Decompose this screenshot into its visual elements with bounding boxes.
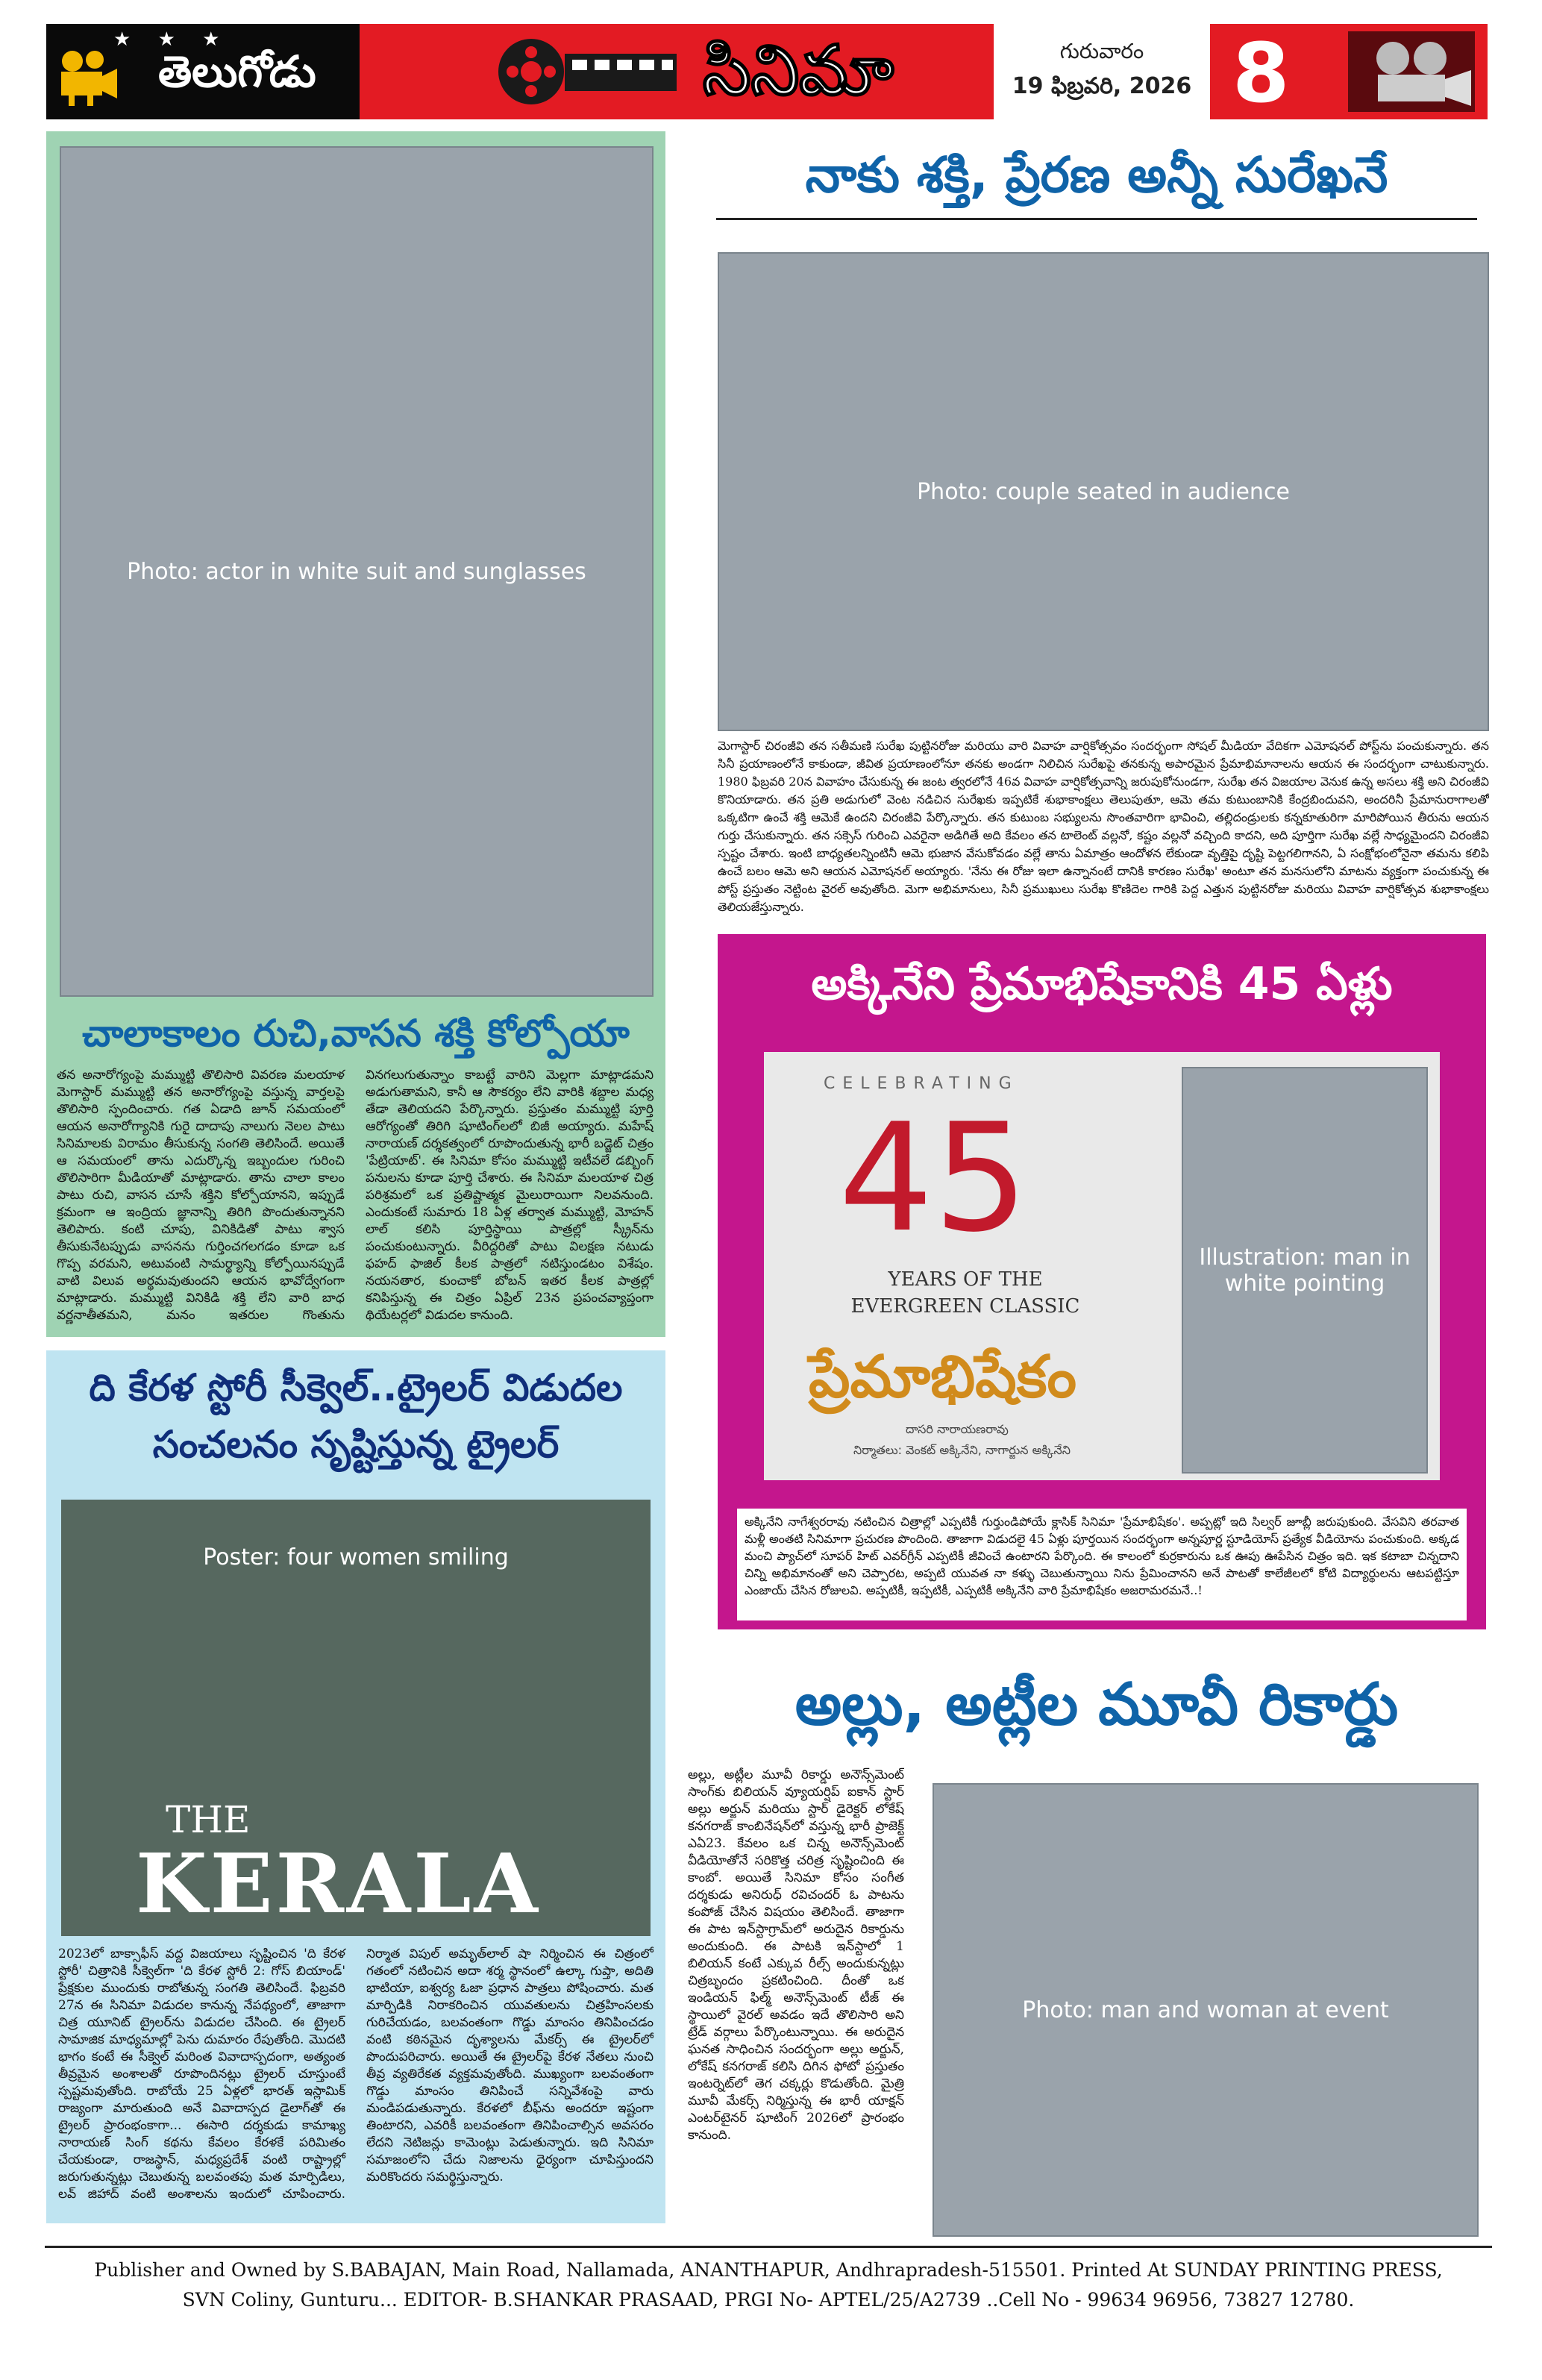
section-title: సినిమా: [703, 30, 894, 110]
anr-illustration: Illustration: man in white pointing: [1182, 1067, 1428, 1474]
kerala-headline-line2: సంచలనం సృష్టిస్తున్న ట్రైలర్: [152, 1423, 560, 1466]
poster-title-large: KERALA: [136, 1835, 541, 1932]
poster-years-line1: YEARS OF THE: [888, 1268, 1043, 1291]
story-anr-panel: [718, 934, 1486, 1629]
story-kerala-panel: [46, 1350, 665, 2223]
issue-date: 19 ఫిబ్రవరి, 2026: [1012, 73, 1192, 99]
poster-movie-title: ప్రేమాభిషేకం: [809, 1343, 1077, 1411]
movie-camera-icon: [54, 46, 121, 106]
mammootty-article-body: తన అనారోగ్యంపై మమ్ముట్టి తొలిసారి వివరణ మలయాళ మెగాస్టార్ మమ్ముట్టి తన అనారోగ్యంపై వస్తున్న వార్తలపై తొలిసారి స్పందించారు. గత ఏడాది జూన్ సమయంలో ఆయన అనారోగ్యానికి గురై దాదాపు నాలుగు నెలల పాటు సినిమాలకు విరామం తీసుకున్న సంగతి తెలిసిందే. అయితే ఆ సమయంలో తాను ఎదుర్కొన్న ఇబ్బందుల గురించి తొలిసారిగా మీడియాతో మాట్లాడారు. తాను చాలా కాలం పాటు రుచి, వాసన చూసే శక్తిని కోల్పోయానని, ఇప్పుడే క్రమంగా ఆ ఇంద్రియ జ్ఞానాన్ని తిరిగి పొందుతున్నానని తెలిపారు. కంటి చూపు, వినికిడితో పాటు శ్వాస తీసుకునేటప్పుడు వాసనను గుర్తించగలగడం కూడా ఒక గొప్ప వరమని, అటువంటి సామర్థ్యాన్ని కోల్పోయినప్పుడే వాటి విలువ అర్థమవుతుందని ఆయన భావోద్వేగంగా మాట్లాడారు. మమ్ముట్టి వినికిడి శక్తి లేని వారి బాధ వర్ణనాతీతమని, మనం ఇతరుల గొంతును వినగలుగుతున్నాం కాబట్టే వారిని మెల్లగా మాట్లాడమని అడుగుతామని, కానీ ఆ సౌకర్యం లేని వారికి శబ్దాల మధ్య తేడా తెలియదని పేర్కొన్నారు. ప్రస్తుతం మమ్ముట్టి పూర్తి ఆరోగ్యంతో తిరిగి షూటింగ్‌లలో బిజీ అయ్యారు. మహేష్ నారాయణ్ దర్శకత్వంలో రూపొందుతున్న భారీ బడ్జెట్ చిత్రం 'పేట్రియాట్'. ఈ సినిమా కోసం మమ్ముట్టి ఇటీవలే డబ్బింగ్ పనులను కూడా పూర్తి చేశారు. ఈ సినిమా మలయాళ చిత్ర పరిశ్రమలో ఒక ప్రతిష్టాత్మక మైలురాయిగా నిలవనుంది. ఎందుకంటే సుమారు 18 ఏళ్ల తర్వాత మమ్ముట్టి, మోహన్ లాల్ కలిసి పూర్తిస్థాయి పాత్రల్లో స్క్రీన్‌ను పంచుకుంటున్నారు. వీరిద్దరితో పాటు విలక్షణ నటుడు ఫహద్ ఫాజిల్ కీలక పాత్రలో నటిస్తుండటం విశేషం. నయనతార, కుంచాకో బోబన్ ఇతర కీలక పాత్రల్లో కనిపిస్తున్న ఈ చిత్రం ఏప్రిల్ 23న ప్రపంచవ్యాప్తంగా థియేటర్లలో విడుదల కానుంది.: [57, 1068, 654, 1323]
poster-credit1: దాసరి నారాయణరావు: [906, 1422, 1009, 1436]
kerala-article-body: 2023లో బాక్సాఫీస్ వద్ద విజయాలు సృష్టించిన 'ది కేరళ స్టోరీ' చిత్రానికి సీక్వెల్‌గా 'ది కేరళ స్టోరీ 2: గోస్ బియాండ్' ప్రేక్షకుల ముందుకు రాబోతున్న సంగతి తెలిసిందే. ఫిబ్రవరి 27న ఈ సినిమా విడుదల కానున్న నేపథ్యంలో, తాజాగా చిత్ర యూనిట్ ట్రైలర్‌ను విడుదల చేసింది. ఈ ట్రైలర్ సామాజిక మాధ్యమాల్లో పెను దుమారం రేపుతోంది. మొదటి భాగం కంటే ఈ సీక్వెల్ మరింత వివాదాస్పదంగా, అత్యంత తీవ్రమైన అంశాలతో రూపొందినట్లు ట్రైలర్ చూస్తుంటే స్పష్టమవుతోంది. రాబోయే 25 ఏళ్లలో భారత్ ఇస్లామిక్ రాజ్యంగా మారుతుంది అనే వివాదాస్పద డైలాగ్‌తో ఈ ట్రైలర్ ప్రారంభంకాగా... ఈసారి దర్శకుడు కామాఖ్య నారాయణ్ సింగ్ కథను కేవలం కేరళకే పరిమితం చేయకుండా, రాజస్థాన్, మధ్యప్రదేశ్ వంటి రాష్ట్రాల్లో జరుగుతున్నట్లు చెబుతున్న బలవంతపు మత మార్పిడిలు, లవ్ జిహాద్ వంటి అంశాలను ఇందులో చూపించారు. నిర్మాత విపుల్ అమృత్‌లాల్ షా నిర్మించిన ఈ చిత్రంలో గతంలో నటించిన అదా శర్మ స్థానంలో ఉల్కా గుప్తా, అదితి భాటియా, ఐశ్వర్య ఓజా ప్రధాన పాత్రలు పోషించారు. మత మార్పిడికి నిరాకరించిన యువతులను చిత్రహింసలకు గురిచేయడం, బలవంతంగా గొడ్డు మాంసం తినిపించడం వంటి కఠినమైన దృశ్యాలను మేకర్స్ ఈ ట్రైలర్‌లో పొందుపరిచారు. అయితే ఈ ట్రైలర్‌పై కేరళ నేతలు నుంచి తీవ్ర వ్యతిరేకత వ్యక్తమవుతోంది. ముఖ్యంగా బలవంతంగా గొడ్డు మాంసం తినిపించే సన్నివేశంపై వారు మండిపడుతున్నారు. కేరళలో బీఫ్‌ను అందరూ ఇష్టంగా తింటారని, ఎవరికీ బలవంతంగా తినిపించాల్సిన అవసరం లేదని నెటిజన్లు కామెంట్లు పెడుతున్నారు. ఇది సినిమా సమాజంలోని చేదు నిజాలను ధైర్యంగా చూపిస్తుందని మరికొందరు సమర్థిస్తున్నారు.: [58, 1947, 654, 2202]
kerala-poster: [61, 1500, 651, 1936]
anr-headline: అక్కినేని ప్రేమాభిషేకానికి 45 ఏళ్లు: [811, 958, 1393, 1010]
allu-photo: Photo: man and woman at event: [933, 1783, 1479, 2237]
brand-name: తెలుగోడు: [158, 46, 316, 97]
story-mammootty-panel: [46, 131, 665, 1337]
poster-years-line2: EVERGREEN CLASSIC: [850, 1295, 1080, 1318]
allu-article-body: అల్లు, అట్లీల మూవీ రికార్డు అనౌన్స్‌మెంట్ సాంగ్‌కు బిలియన్ వ్యూయర్షిప్ ఐకాన్ స్టార్ అల్లు అర్జున్ మరియు స్టార్ డైరెక్టర్ లోకేష్ కనగరాజ్ కాంబినేషన్‌లో వస్తున్న భారీ ప్రాజెక్ట్ ఎఏ23. కేవలం ఒక చిన్న అనౌన్స్‌మెంట్ వీడియోతోనే సరికొత్త చరిత్ర సృష్టించింది ఈ కాంబో. అయితే సినిమా కోసం సంగీత దర్శకుడు అనిరుధ్ రవిచందర్ ఓ పాటను కంపోజ్ చేసిన విషయం తెలిసిందే. తాజాగా ఈ పాట ఇన్‌స్టాగ్రామ్‌లో అరుదైన రికార్డును అందుకుంది. ఈ పాటకి ఇన్‌స్టాలో 1 బిలియన్ కంటే ఎక్కువ రీల్స్ అందుకున్నట్లు చిత్రబృందం ప్రకటించింది. దీంతో ఒక ఇండియన్ ఫిల్మ్ అనౌన్స్‌మెంట్ టీజ్ ఈ స్థాయిలో వైరల్ అవడం ఇదే తొలిసారి అని ట్రేడ్ వర్గాలు పేర్కొంటున్నాయి. ఈ అరుదైన ఘనత సాధించిన సందర్భంగా అల్లు అర్జున్, లోకేష్ కనగరాజ్ కలిసి దిగిన ఫోటో ప్రస్తుతం ఇంటర్నెట్‌లో తెగ చక్కర్లు కొడుతోంది. మైత్రి మూవీ మేకర్స్ నిర్మిస్తున్న ఈ భారీ యాక్షన్ ఎంటర్‌టైనర్ షూటింగ్ 2026లో ప్రారంభం కానుంది.: [688, 1767, 904, 2143]
kerala-poster-photo: Poster: four women smiling: [61, 1500, 651, 1936]
imprint-footer: [45, 2246, 1492, 2328]
anr-caption: అక్కినేని నాగేశ్వరరావు నటించిన చిత్రాల్లో ఎప్పటికీ గుర్తుండిపోయే క్లాసిక్ సినిమా 'ప్రేమాభిషేకం'. అప్పట్లో ఇది సిల్వర్ జూబ్లీ జరుపుకుంది. వేసవిని తరవాత మళ్లీ అంతటి సినిమాగా ప్రచురణ పొందింది. తాజాగా విడుదలై 45 ఏళ్లు పూర్తయిన సందర్భంగా అన్నపూర్ణ స్టూడియోస్ ప్రత్యేక వీడియోను పంచుకుంది. అక్కడ మంచి ప్యాచ్‌లో సూపర్ హిట్ ఎవర్‌గ్రీన్ ఎప్పటికీ జీవించే ఉంటారని పేర్కొంది. ఈ కాలంలో కుర్రకారును ఒక ఊపు ఊపేసిన చిత్రం ఇది. ఇక కటాబా చిన్నదాని చిన్ని అభిమానంతో అని చెప్పారట, అప్పటి యువత నా కళ్ళు చెబుతున్నాయి నిను ప్రేమించానని అనే పాటతో కాలేజీలలో కోటి విద్యార్థులను ఆటపట్టిస్తూ ఎంజాయ్ చేసిన రోజులవి. అప్పటికీ, ఇప్పటికీ, ఎప్పటికీ అక్కినేని వారి ప్రేమాభిషేకం అజరామరమనే..!: [737, 1509, 1467, 1620]
imprint-line2: SVN Coliny, Gunturu... EDITOR- B.SHANKAR PRASAAD, PRGI No- APTEL/25/A2739 ..Cell No - 99634 96956, 73827 12780.: [182, 2289, 1355, 2311]
masthead: [46, 24, 1488, 119]
issue-day: గురువారం: [1059, 39, 1144, 63]
kerala-headline-line1: ది కేరళ స్టోరీ సీక్వెల్..ట్రైలర్ విడుదల: [89, 1366, 623, 1409]
headline-rule: [716, 218, 1477, 220]
poster-credit2: నిర్మాతలు: వెంకట్ అక్కినేని, నాగార్జున అక్కినేని: [853, 1443, 1071, 1457]
poster-celebrating: CELEBRATING: [824, 1074, 1019, 1093]
film-projector-icon: [1348, 31, 1475, 112]
surekha-headline: నాకు శక్తి, ప్రేరణ అన్నీ సురేఖనే: [805, 146, 1388, 204]
date-block: [994, 24, 1210, 119]
page-number: 8: [1232, 25, 1290, 119]
mammootty-photo: Photo: actor in white suit and sunglasses: [60, 146, 654, 997]
imprint-line1: Publisher and Owned by S.BABAJAN, Main Road, Nallamada, ANANTHAPUR, Andhrapradesh-515501. Printed At SUNDAY PRINTING PRESS,: [94, 2259, 1443, 2281]
poster-title-small: THE: [166, 1798, 251, 1841]
anr-poster: [764, 1052, 1440, 1480]
masthead-brand-panel: [46, 24, 360, 119]
stars-decoration: ★ ★ ★: [113, 28, 231, 51]
surekha-caption: మెగాస్టార్ చిరంజీవి తన సతీమణి సురేఖ పుట్టినరోజు మరియు వారి వివాహ వార్షికోత్సవం సందర్భంగా సోషల్ మీడియా వేదికగా ఎమోషనల్ పోస్ట్‌ను పంచుకున్నారు. తన సినీ ప్రయాణంలోనే కాకుండా, జీవిత ప్రయాణంలోనూ తనకు అండగా నిలిచిన సురేఖపై తనకున్న అపారమైన ప్రేమాభిమానాలను ఆయన ఈ సందర్భంగా చాటుకున్నారు. 1980 ఫిబ్రవరి 20న వివాహం చేసుకున్న ఈ జంట త్వరలోనే 46వ వివాహ వార్షికోత్సవాన్ని జరుపుకోనుండగా, సురేఖ తన విజయాల వెనుక ఉన్న అసలు శక్తి అని చిరంజీవి కొనియాడారు. తన ప్రతి అడుగులో వెంట నడిచిన సురేఖకు ఇప్పటికే శుభాకాంక్షలు తెలుపుతూ, ఆమె తమ కుటుంబానికి కేంద్రబిందువని, అందరినీ ప్రేమానురాగాలతో ఒక్కటిగా ఉంచే శక్తి ఆమెకే ఉందని చిరంజీవి పేర్కొన్నారు. తన కుటుంబ సభ్యులను సొంతవారిగా భావించి, తల్లిదండ్రులకు కన్నకూతురిగా మారిపోయిన తీరును ఆయన గుర్తు చేసుకున్నారు. తన సక్సెస్ గురించి ఎవరైనా అడిగితే అది కేవలం తన టాలెంట్ వల్లనో, కష్టం వల్లనో వచ్చింది కాదని, అది పూర్తిగా సురేఖ వల్లే సాధ్యమైందని చిరంజీవి స్పష్టం చేశారు. ఇంటి బాధ్యతలన్నింటినీ ఆమె భుజాన వేసుకోవడం వల్లే తాను ఏమాత్రం ఆందోళన లేకుండా వృత్తిపై దృష్టి పెట్టగలిగానని, ఏ సంక్షోభంలోనైనా తమను కలిపి ఉంచే బలం ఆమె అని ఆయన ఎమోషనల్ అయ్యారు. 'నేను ఈ రోజు ఇలా ఉన్నానంటే దానికి కారణం సురేఖ' అంటూ తన మనసులోని మాటను వ్యక్తంగా పంచుకున్న ఈ పోస్ట్ ప్రస్తుతం నెట్టింట వైరల్ అవుతోంది. మెగా అభిమానులు, సినీ ప్రముఖులు సురేఖ కొణిదెల గారికి పెద్ద ఎత్తున పుట్టినరోజు మరియు వివాహ వార్షికోత్సవ శుభాకాంక్షలు తెలియజేస్తున్నారు.: [718, 739, 1489, 914]
poster-number: 45: [839, 1092, 1029, 1265]
surekha-photo: Photo: couple seated in audience: [718, 252, 1489, 731]
allu-headline: అల్లు, అట్లీల మూవీ రికార్డు: [794, 1671, 1399, 1738]
mammootty-headline: చాలాకాలం రుచి,వాసన శక్తి కోల్పోయా: [82, 1012, 630, 1055]
film-reel-icon: [494, 33, 680, 110]
